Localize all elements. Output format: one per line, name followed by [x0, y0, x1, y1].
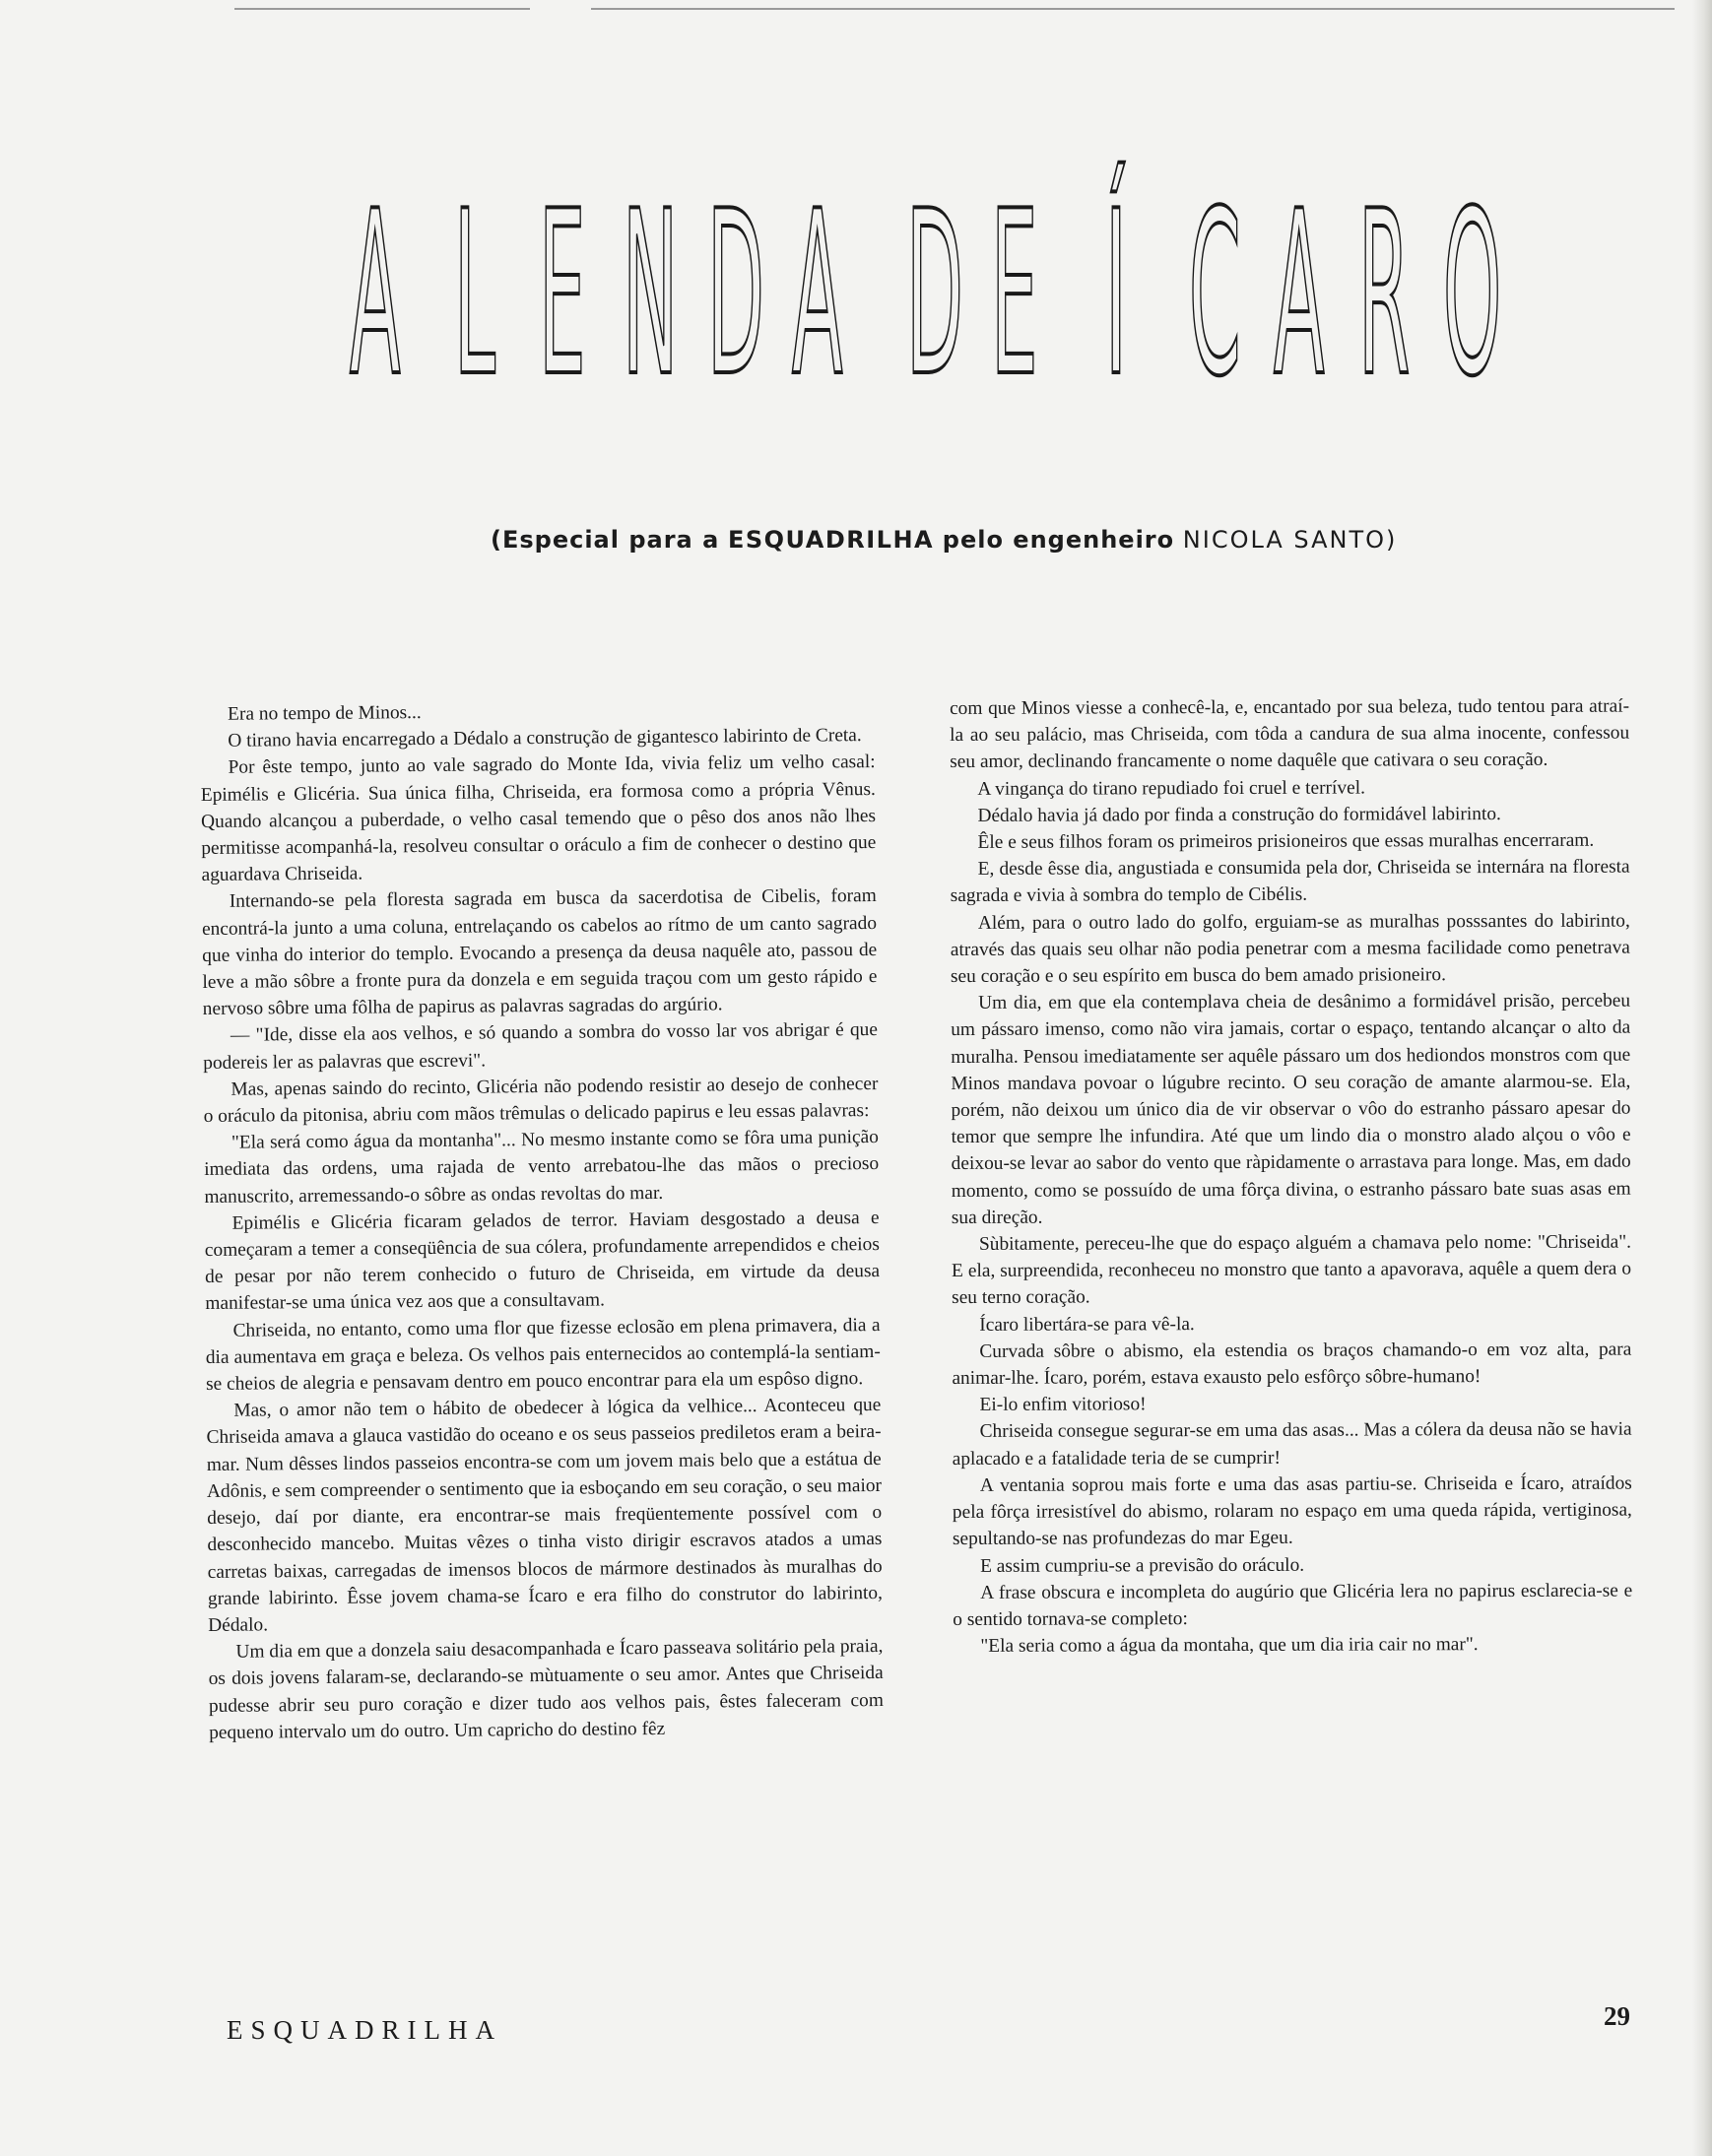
paragraph: Êle e seus filhos foram os primeiros prisioneiros que essas muralhas encerraram.	[977, 829, 1595, 853]
paragraph: Chriseida consegue segurar-se em uma das asas... Mas a cólera da deusa não se havia aplacado e a fatalidade teria de se cumprir!	[952, 1419, 1632, 1470]
footer-publication-name: ESQUADRILHA	[227, 2015, 502, 2045]
article-subtitle	[491, 526, 1476, 554]
title-letter: D	[707, 163, 765, 426]
title-letter: A	[349, 163, 401, 426]
paragraph: A vingança do tirano repudiado foi cruel e terrível.	[977, 777, 1365, 800]
paragraph: Ícaro libertára-se para vê-la.	[979, 1313, 1195, 1336]
paragraph: O tirano havia encarregado a Dédalo a construção de gigantesco labirinto de Creta.	[228, 725, 862, 751]
paragraph: Internando-se pela floresta sagrada em busca da sacerdotisa de Cibelis, foram encontrá-la junto a uma coluna, entrelaçando os cabelos ao rítmo de um canto sagrado que vinha do interior do templo. Evocando a presença da deusa naquêle ato, passou de leve a mão sôbre a fronte pura da donzela e em seguida traçou com um gesto rápido e nervoso sôbre uma fôlha de papirus as palavras sagradas do argúrio.	[201, 885, 878, 1020]
paragraph: Por êste tempo, junto ao vale sagrado do Monte Ida, vivia feliz um velho casal: Epimélis e Glicéria. Sua única filha, Chriseida, era formosa como a própria Vênus. Quando alcançou a puberdade, o velho casal temendo que o pêso dos anos não lhes permitisse acompanhá-la, resolveu consultar o oráculo a fim de conhecer o destino que aguardava Chriseida.	[200, 751, 877, 886]
paragraph: Mas, apenas saindo do recinto, Glicéria não podendo resistir ao desejo de conhecer o oráculo da pitonisa, abriu com mãos trêmulas o delicado papirus e leu essas palavras:	[203, 1073, 879, 1128]
paragraph: — "Ide, disse ela aos velhos, e só quando a sombra do vosso lar vos abrigar é que podereis ler as palavras que escrevi".	[203, 1019, 879, 1074]
paragraph: Ei-lo enfim vitorioso!	[979, 1394, 1147, 1416]
article-title	[333, 163, 1502, 426]
title-letter: N	[623, 163, 680, 426]
paragraph: A ventania soprou mais forte e uma das asas partiu-se. Chriseida e Ícaro, atraídos pela fôrça irresistível do abismo, rolaram no espaço em uma queda rápida, vertiginosa, sepultando-se nas profundezas do mar Egeu.	[952, 1472, 1632, 1550]
paragraph: Epimélis e Glicéria ficaram gelados de terror. Haviam desgostado a deusa e começaram a temer a conseqüência de sua cólera, profundamente arrependidos e cheios de pesar por não terem conhecido o futuro de Chriseida, em virtude da deusa manifestar-se uma única vez aos que a consultavam.	[204, 1207, 881, 1315]
title-letter: C	[1189, 163, 1242, 426]
page-number: 29	[1604, 2001, 1630, 2031]
paragraph: Um dia em que a donzela saiu desacompanhada e Ícaro passeava solitário pela praia, os dois jovens falaram-se, declarando-se mùtuamente o seu amor. Antes que Chriseida pudesse abrir seu puro coração e dizer tudo aos velhos pais, êstes faleceram com pequeno intervalo um do outro. Um capricho do destino fêz	[208, 1636, 884, 1743]
paragraph: E assim cumpriu-se a previsão do oráculo.	[980, 1554, 1305, 1577]
paragraph: com que Minos viesse a conhecê-la, e, encantado por sua beleza, tudo tentou para atraí-la ao seu palácio, mas Chriseida, com tôda a candura de sua alma inocente, confessou seu amor, declinando francamente o nome daquêle que cativara o seu coração.	[950, 695, 1630, 773]
article-column-right	[950, 693, 1632, 1661]
subtitle-open: (Especial para a	[491, 526, 720, 554]
paragraph: "Ela será como água da montanha"... No mesmo instante como se fôra uma punição imediata das ordens, uma rajada de vento arrebatou-lhe das mãos o precioso manuscrito, arremessando-o sôbre as ondas revoltas do mar.	[204, 1127, 880, 1208]
paragraph: Era no tempo de Minos...	[228, 702, 422, 725]
title-letter: R	[1357, 163, 1411, 426]
title-letter: A	[791, 163, 843, 426]
paragraph: "Ela seria como a água da montaha, que um dia iria cair no mar".	[980, 1634, 1479, 1658]
paragraph: A frase obscura e incompleta do augúrio que Glicéria lera no papirus esclarecia-se e o sentido tornava-se completo:	[953, 1580, 1633, 1630]
paragraph: Mas, o amor não tem o hábito de obedecer à lógica da velhice... Aconteceu que Chriseida amava a glauca vastidão do oceano e os seus passeios prediletos eram a beira-mar. Num dêsses lindos passeios encontra-se com um jovem mais belo que a estátua de Adônis, e sem compreender o sentimento que ia esboçando em seu coração, o seu maior desejo, daí por diante, era encontrar-se mais freqüentemente possível com o desconhecido mancebo. Muitas vêzes o tinha visto dirigir escravos atados a umas carretas baixas, carregadas de imensos blocos de mármore destinados às muralhas do grande labirinto. Êsse jovem chama-se Ícaro e era filho do construtor do labirinto, Dédalo.	[206, 1395, 884, 1636]
paragraph: Dédalo havia já dado por finda a construção do formidável labirinto.	[977, 803, 1501, 826]
paragraph: E, desde êsse dia, angustiada e consumida pela dor, Chriseida se internára na floresta sagrada e vivia à sombra do templo de Cibélis.	[950, 856, 1630, 907]
subtitle-middle: pelo engenheiro	[942, 526, 1175, 554]
title-letter: O	[1442, 163, 1502, 426]
title-letter: Í	[1104, 163, 1127, 426]
subtitle-author: NICOLA SANTO)	[1182, 526, 1398, 554]
title-letter: L	[453, 163, 495, 426]
page-edge	[1692, 0, 1712, 2156]
top-rule-left	[234, 8, 530, 10]
paragraph: Além, para o outro lado do golfo, erguiam-se as muralhas posssantes do labirinto, através das quais seu olhar não podia penetrar com a mesma facilidade como penetrava seu coração e o seu espírito em busca do bem amado prisioneiro.	[950, 910, 1630, 988]
subtitle-publication: ESQUADRILHA	[727, 526, 935, 554]
article-column-left	[200, 695, 884, 1746]
paragraph: Um dia, em que ela contemplava cheia de desânimo a formidável prisão, percebeu um pássaro imenso, como não vira jamais, cortar o espaço, tentando alcançar o alto da muralha. Pensou imediatamente ser aquêle pássaro um dos hediondos monstros com que Minos mandava povoar o lúgubre recinto. O seu coração de amante alarmou-se. Ela, porém, não deixou um único dia de vir observar o vôo do estranho pássaro apesar do temor que sempre lhe infundira. Até que um lindo dia o monstro alado alçou o vôo e deixou-se levar ao sabor do vento que ràpidamente o arrastava para longe. Mas, em dado momento, como se possuído de uma fôrça divina, o estranho pássaro bate suas asas em sua direção.	[951, 990, 1631, 1228]
title-letter: E	[538, 163, 586, 426]
title-letter: E	[990, 163, 1038, 426]
paragraph: Sùbitamente, pereceu-lhe que do espaço alguém a chamava pelo nome: "Chriseida". E ela, surpreendida, reconheceu no monstro que tanto a apavorava, aquêle a quem dera o seu terno coração.	[952, 1231, 1632, 1309]
top-rule-right	[591, 8, 1675, 10]
paragraph: Curvada sôbre o abismo, ela estendia os braços chamando-o em voz alta, para animar-lhe. Ícaro, porém, estava exausto pelo esfôrço sôbre-humano!	[952, 1339, 1632, 1390]
title-letter: A	[1274, 163, 1325, 426]
title-letter: D	[905, 163, 964, 426]
paragraph: Chriseida, no entanto, como uma flor que fizesse eclosão em plena primavera, dia a dia aumentava em graça e beleza. Os velhos pais enternecidos ao contemplá-la sentiam-se cheios de alegria e pensavam dentro em pouco encontrar para ela um espôso digno.	[205, 1314, 881, 1396]
